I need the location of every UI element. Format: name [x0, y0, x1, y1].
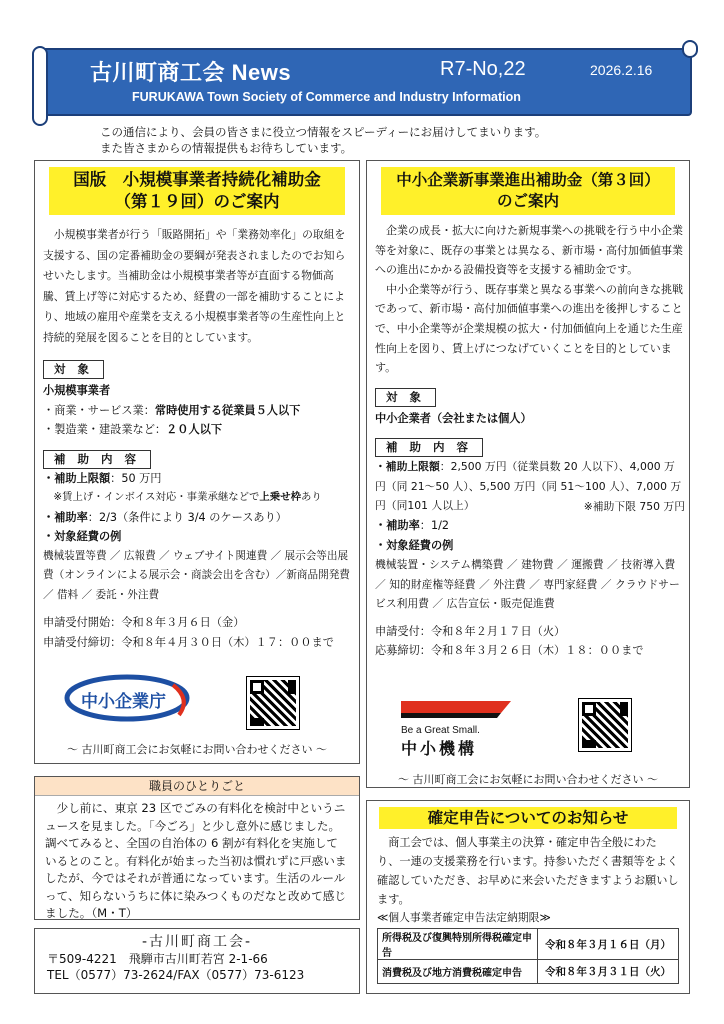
- right-article-body-2: 中小企業等が行う、既存事業と異なる事業への前向きな挑戦であって、新市場・高付加価値事業への進出を後押しすることで、中小企業等が企業規模の拡大・付加価値向上を通じた生産性向上を図り、賃上げにつなげていくことを目的としています。: [375, 282, 683, 375]
- subsidy-article-left: [34, 160, 360, 764]
- intro-line-1: この通信により、会員の皆さまに役立つ情報をスピーディーにお届けしてまいります。: [100, 125, 547, 139]
- postal-address: 〒509-4221 飛騨市古川町若宮 2-1-66: [47, 952, 268, 966]
- smrj-logo-text: 中小機構: [401, 739, 478, 758]
- tax-return-notice: [366, 800, 690, 994]
- smrj-logo-icon: [401, 697, 511, 719]
- tax-notice-text: 商工会では、個人事業主の決算・確定申告全般にわたり、一連の支援業務を行います。持参いただく書類等をよく確認していただき、お早めに来会いただきますようお願いします。: [377, 836, 679, 906]
- left-application-end: 申請受付締切：令和８年４月３０日（木）１７：００まで: [43, 635, 334, 649]
- right-application-end: 応募締切：令和８年３月２６日（木）１８：００まで: [375, 644, 644, 658]
- staff-column-text: 少し前に、東京 23 区でごみの有料化を検討中というニュースを見ました。「今ごろ」と少し意外に感じました。調べてみると、全国の自治体の 6 割が有料化を実施しているとのこと。有料化が始まった当初は慣れずに戸惑いましたが、今ではそれが普通になっています。生活のルールって、知らないうちに体に染みつくものだなと改めて感じました。（M・T）: [45, 801, 347, 920]
- scroll-decoration-left: [32, 46, 48, 126]
- subsidy-article-right: [366, 160, 690, 788]
- tax-row-date: 令和８年３月１６日（月）: [538, 929, 679, 960]
- left-article-body: 小規模事業者が行う「販路開拓」や「業務効率化」の取組を支援する、国の定番補助金の要綱が発表されましたのでお知らせいたします。当補助金は小規模事業者等が直面する物価高騰、賃上げ等に対応するため、経費の一部を補助することにより、地域の雇用や産業を支える小規模事業者等の生産性向上と持続的発展を図ることを目的としています。: [43, 228, 346, 344]
- smrj-tagline: Be a Great Small.: [401, 725, 480, 736]
- left-qr-code[interactable]: [247, 677, 299, 729]
- newsletter-title: 古川町商工会 News: [90, 60, 292, 85]
- right-title-line-1: 中小企業新事業進出補助金（第３回）: [396, 171, 660, 189]
- left-support-label: 補 助 内 容: [43, 450, 151, 469]
- left-limit: ・補助上限額：50 万円: [43, 471, 162, 485]
- phone-fax: TEL（0577）73-2624/FAX（0577）73-6123: [47, 968, 305, 982]
- right-target-label: 対 象: [375, 388, 436, 407]
- left-application-start: 申請受付開始：令和８年３月６日（金）: [43, 616, 245, 629]
- smrj-logo: [401, 697, 521, 757]
- left-target-1: ・商業・サービス業：常時使用する従業員５人以下: [43, 403, 301, 417]
- right-contact-note: ～ 古川町商工会にお気軽にお問い合わせください ～: [398, 773, 658, 786]
- left-article-title: [49, 167, 345, 215]
- tax-row-date: 令和８年３月３１日（火）: [538, 960, 679, 984]
- left-rate: ・補助率：2/3（条件により 3/4 のケースあり）: [43, 510, 287, 524]
- left-expense-label: ・対象経費の例: [43, 530, 122, 543]
- right-article-title: [381, 167, 675, 215]
- tax-row-label: 消費税及び地方消費税確定申告: [378, 960, 538, 984]
- tax-deadline-table: [377, 928, 679, 984]
- issue-date: 2026.2.16: [590, 62, 653, 78]
- tax-table-caption: ≪個人事業者確定申告法定納期限≫: [377, 911, 551, 924]
- left-title-line-1: 国版 小規模事業者持続化補助金: [73, 170, 321, 189]
- left-contact-note: ～ 古川町商工会にお気軽にお問い合わせください ～: [67, 743, 327, 756]
- right-limit: ・補助上限額：2,500 万円（従業員数 20 人以下）、4,000 万円（同 21～50 人）、5,500 万円（同 51～100 人）、7,000 万円（同101 人以上）: [375, 460, 682, 513]
- issue-number: R7-No,22: [440, 58, 526, 80]
- right-qr-code[interactable]: [579, 699, 631, 751]
- right-target-heading: 中小企業者（会社または個人）: [375, 411, 532, 425]
- table-row: [378, 929, 679, 960]
- right-expense-label: ・対象経費の例: [375, 538, 454, 552]
- right-expense-list: 機械装置・システム構築費 ／ 建物費 ／ 運搬費 ／ 技術導入費 ／ 知的財産権等経費 ／ 外注費 ／ 専門家経費 ／ クラウドサービス利用費 ／ 広告宣伝・販売促進費: [375, 558, 680, 611]
- right-article-body-1: 企業の成長・拡大に向けた新規事業への挑戦を行う中小企業等を対象に、既存の事業とは異なる、新市場・高付加価値事業への進出にかかる設備投資等を支援する補助金です。: [375, 224, 683, 277]
- tax-notice-title: 確定申告についてのお知らせ: [379, 807, 677, 829]
- organization-name: -古川町商工会-: [141, 934, 253, 950]
- right-application-start: 申請受付：令和８年２月１７日（火）: [375, 624, 566, 638]
- right-limit-note: ※補助下限 750 万円: [583, 499, 685, 513]
- left-target-label: 対 象: [43, 360, 104, 379]
- left-title-line-2: （第１９回）のご案内: [114, 192, 280, 211]
- left-limit-note: ※賃上げ・インボイス対応・事業承継などで上乗せ枠あり: [43, 491, 322, 503]
- left-expense-list: 機械装置等費 ／ 広報費 ／ ウェブサイト関連費 ／ 展示会等出展費（オンラインによる展示会・商談会出を含む）／新商品開発費 ／ 借料 ／ 委託・外注費: [43, 549, 350, 601]
- sme-agency-logo-text: 中小企業庁: [81, 692, 166, 712]
- newsletter-subtitle: FURUKAWA Town Society of Commerce and Industry Information: [132, 90, 521, 104]
- right-support-label: 補 助 内 容: [375, 438, 483, 457]
- scroll-decoration-right: [682, 40, 698, 58]
- header-banner: [36, 48, 692, 116]
- intro-text: [100, 124, 660, 156]
- staff-column: [34, 776, 360, 920]
- table-row: [378, 960, 679, 984]
- staff-column-heading: 職員のひとりごと: [35, 777, 359, 796]
- address-block: [34, 928, 360, 994]
- tax-row-label: 所得税及び復興特別所得税確定申告: [378, 929, 538, 960]
- sme-agency-logo: [63, 673, 209, 723]
- left-target-2: ・製造業・建設業など：２０人以下: [43, 423, 223, 436]
- right-rate: ・補助率：1/2: [375, 519, 449, 533]
- intro-line-2: また皆さまからの情報提供もお待ちしています。: [100, 141, 353, 155]
- right-title-line-2: のご案内: [496, 192, 559, 210]
- left-target-heading: 小規模事業者: [43, 384, 111, 397]
